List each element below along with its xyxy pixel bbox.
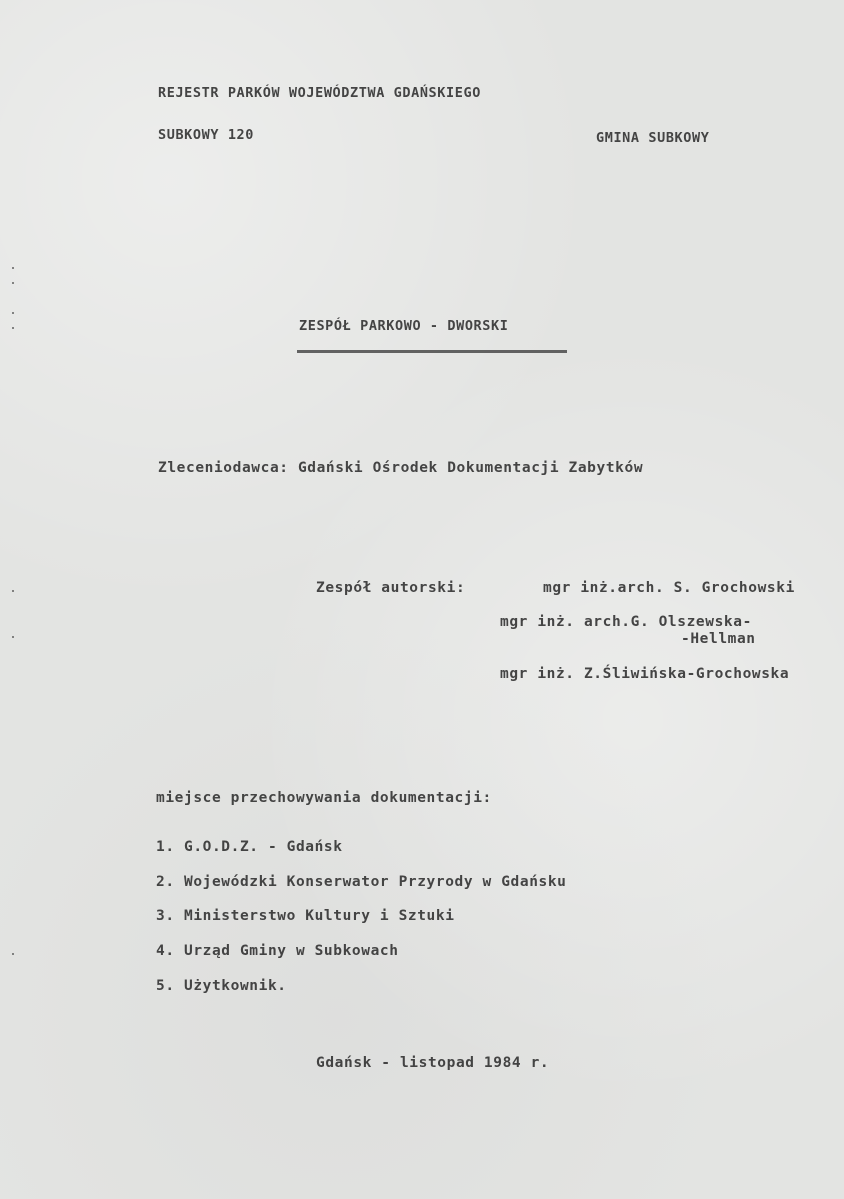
storage-item-1: 1. G.O.D.Z. - Gdańsk [156,839,343,855]
storage-item-4: 4. Urząd Gminy w Subkowach [156,943,399,959]
document-title: ZESPÓŁ PARKOWO - DWORSKI [299,318,509,334]
storage-item-2: 2. Wojewódzki Konserwator Przyrody w Gdańsku [156,874,567,890]
storage-item-5: 5. Użytkownik. [156,978,287,994]
title-underline [297,350,567,353]
margin-dot [12,590,14,592]
storage-label: miejsce przechowywania dokumentacji: [156,790,492,806]
margin-dot [12,282,14,284]
client-line: Zleceniodawca: Gdański Ośrodek Dokumentacji Zabytków [158,460,644,476]
storage-item-3: 3. Ministerstwo Kultury i Sztuki [156,908,455,924]
place-date: Gdańsk - listopad 1984 r. [316,1055,550,1071]
margin-dot [12,953,14,955]
margin-dot [12,312,14,314]
registry-title: REJESTR PARKÓW WOJEWÓDZTWA GDAŃSKIEGO [158,85,481,101]
author-3: mgr inż. Z.Śliwińska-Grochowska [500,666,790,682]
municipality-name: GMINA SUBKOWY [596,130,710,146]
locality-number: SUBKOWY 120 [158,127,255,143]
margin-dot [12,327,14,329]
margin-dot [12,636,14,638]
author-1: mgr inż.arch. S. Grochowski [543,580,795,596]
author-2-line-2: -Hellman [681,631,756,647]
authors-label: Zespół autorski: [316,580,466,596]
author-2-line-1: mgr inż. arch.G. Olszewska- [500,614,752,630]
margin-dot [12,267,14,269]
